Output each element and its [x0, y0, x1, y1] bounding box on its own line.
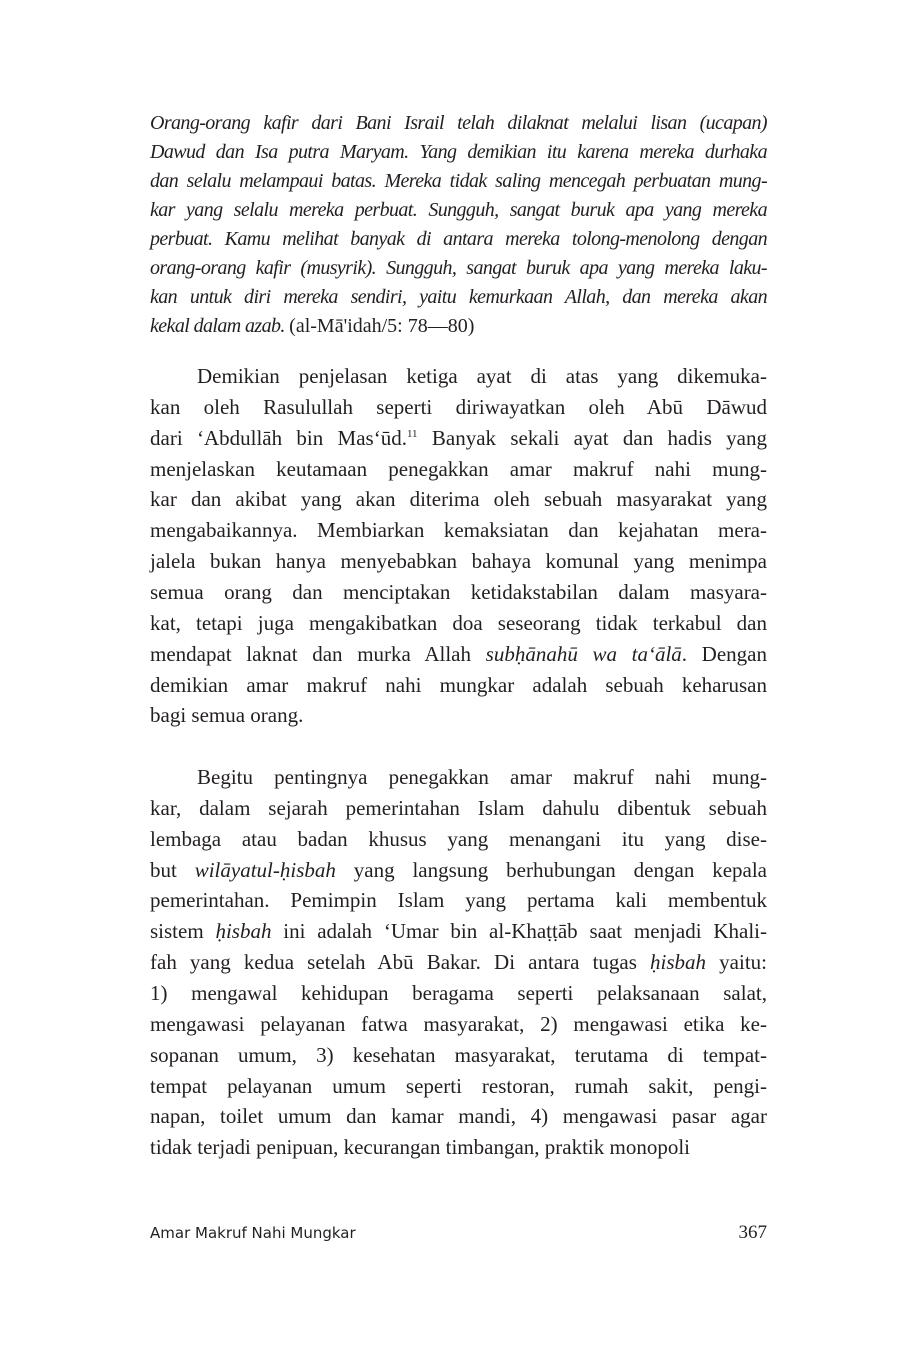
text-run: kat, tetapi juga mengakibatkan doa seseorang tidak terkabul dan	[150, 610, 767, 635]
page-number: 367	[738, 1222, 767, 1243]
text-run: tempat pelayanan umum seperti restoran, rumah sakit, pengi-	[150, 1073, 767, 1098]
text-run: yaitu:	[706, 950, 768, 975]
text-run: Orang-orang kafir dari Bani Israil telah dilaknat melalui lisan (ucapan)	[150, 112, 767, 134]
text-run: jalela bukan hanya menyebabkan bahaya komunal yang menimpa	[150, 549, 767, 574]
italic-term: ḥisbah	[650, 950, 707, 975]
paragraph-line	[150, 1012, 767, 1037]
italic-term: wilāyatul-ḥisbah	[194, 857, 336, 882]
text-run: sistem	[150, 919, 216, 944]
text-run: orang-orang kafir (musyrik). Sungguh, sangat buruk apa yang mereka laku-	[150, 257, 767, 279]
text-run: mendapat laknat dan murka Allah	[150, 641, 486, 666]
text-run: dari ‘Abdullāh bin Mas‘ūd.	[150, 425, 407, 450]
footnote-ref[interactable]: 11	[406, 427, 418, 440]
verse-reference: (al-Mā'idah/5: 78—80)	[289, 315, 475, 337]
text-run: kar, dalam sejarah pemerintahan Islam dahulu dibentuk sebuah	[150, 795, 767, 820]
paragraph-line	[150, 611, 767, 636]
quote-line	[150, 315, 767, 338]
quote-line	[150, 257, 767, 280]
text-run: semua orang dan menciptakan ketidakstabilan dalam masyara-	[150, 579, 767, 604]
text-run: kekal dalam azab.	[150, 315, 290, 337]
text-run: perbuat. Kamu melihat banyak di antara mereka tolong-menolong dengan	[150, 228, 767, 250]
text-run: fah yang kedua setelah Abū Bakar. Di antara tugas	[150, 950, 651, 975]
text-run: ini adalah ‘Umar bin al-Khaṭṭāb saat menjadi Khali-	[271, 919, 767, 944]
italic-term: ḥisbah	[215, 919, 272, 944]
text-run: lembaga atau badan khusus yang menangani itu yang dise-	[150, 826, 767, 851]
paragraph-line	[150, 1135, 767, 1160]
quote-line	[150, 286, 767, 309]
text-run: kar yang selalu mereka perbuat. Sungguh, sangat buruk apa yang mereka	[150, 199, 767, 221]
text-run: pemerintahan. Pemimpin Islam yang pertama kali membentuk	[150, 888, 767, 913]
text-run: menjelaskan keutamaan penegakkan amar makruf nahi mung-	[150, 456, 767, 481]
paragraph-line	[150, 457, 767, 482]
text-run: yang langsung berhubungan dengan kepala	[335, 857, 767, 882]
text-run: but	[150, 857, 195, 882]
paragraph-line	[150, 1074, 767, 1099]
paragraph-line	[150, 642, 767, 667]
text-run: kar dan akibat yang akan diterima oleh sebuah masyarakat yang	[150, 487, 767, 512]
italic-term: subḥānahū wa ta‘ālā	[485, 641, 682, 666]
quote-line	[150, 141, 767, 164]
paragraph-line	[197, 765, 767, 790]
text-run: mengabaikannya. Membiarkan kemaksiatan dan kejahatan mera-	[150, 518, 767, 543]
paragraph-line	[150, 549, 767, 574]
text-run: Demikian penjelasan ketiga ayat di atas yang dikemuka-	[197, 364, 767, 388]
running-footer-title: Amar Makruf Nahi Mungkar	[150, 1224, 356, 1242]
text-run: 1) mengawal kehidupan beragama seperti pelaksanaan salat,	[150, 981, 767, 1005]
quote-line	[150, 112, 767, 135]
text-run: mengawasi pelayanan fatwa masyarakat, 2) mengawasi etika ke-	[150, 1011, 767, 1036]
paragraph-line	[150, 1104, 767, 1129]
paragraph-line	[150, 888, 767, 913]
paragraph-line	[150, 827, 767, 852]
paragraph-line	[150, 487, 767, 512]
paragraph-line	[150, 518, 767, 543]
text-run: dan selalu melampaui batas. Mereka tidak saling mencegah perbuatan mung-	[150, 170, 767, 192]
text-run: kan oleh Rasulullah seperti diriwayatkan oleh Abū Dāwud	[150, 394, 767, 419]
paragraph-line	[150, 950, 767, 975]
text-run: bagi semua orang.	[150, 703, 304, 728]
paragraph-line	[150, 919, 767, 944]
quote-line	[150, 199, 767, 222]
paragraph-line	[150, 673, 767, 698]
text-run: kan untuk diri mereka sendiri, yaitu kemurkaan Allah, dan mereka akan	[150, 286, 767, 308]
paragraph-line	[150, 1043, 767, 1068]
paragraph-line	[150, 426, 767, 451]
text-run: Dawud dan Isa putra Maryam. Yang demikian itu karena mereka durhaka	[150, 141, 767, 163]
quote-line	[150, 170, 767, 193]
paragraph-line	[150, 796, 767, 821]
text-run: sopanan umum, 3) kesehatan masyarakat, terutama di tempat-	[150, 1042, 767, 1067]
text-run: napan, toilet umum dan kamar mandi, 4) mengawasi pasar agar	[150, 1104, 767, 1129]
text-run: Banyak sekali ayat dan hadis yang	[417, 425, 767, 450]
text-run: demikian amar makruf nahi mungkar adalah sebuah keharusan	[150, 672, 767, 697]
paragraph-line	[150, 981, 767, 1006]
text-run: . Dengan	[681, 641, 767, 666]
paragraph-line	[150, 858, 767, 883]
paragraph-line	[150, 395, 767, 420]
quote-line	[150, 228, 767, 251]
text-run: Begitu pentingnya penegakkan amar makruf nahi mung-	[197, 765, 767, 790]
text-run: tidak terjadi penipuan, kecurangan timbangan, praktik monopoli	[150, 1135, 691, 1160]
paragraph-line	[197, 364, 767, 389]
paragraph-line	[150, 703, 767, 728]
paragraph-line	[150, 580, 767, 605]
